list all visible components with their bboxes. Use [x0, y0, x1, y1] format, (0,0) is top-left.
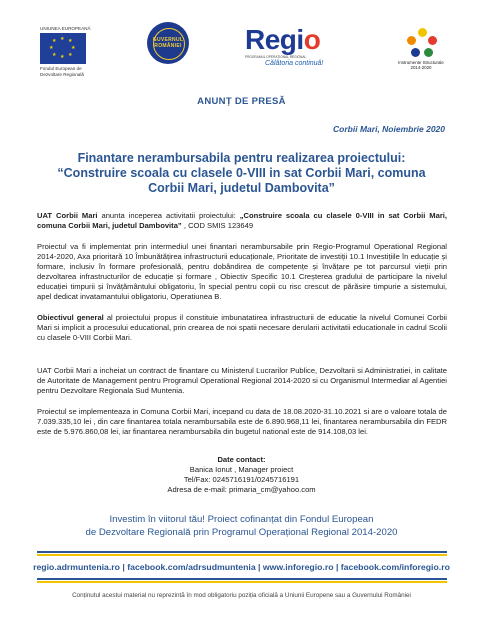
- regio-logo: [245, 26, 345, 67]
- paragraph-objective: [37, 313, 447, 343]
- regio-program-name: PROGRAMUL OPERAȚIONAL REGIONAL: [245, 55, 307, 59]
- intro-smis-code: , COD SMIS 123649: [181, 220, 254, 230]
- title-line-2: “Construire scoala cu clasele 0-VIII in sat Corbii Mari, comuna Corbii Mari, judetul Dambovita”: [57, 166, 426, 195]
- structural-caption-2: 2014-2020: [410, 65, 432, 70]
- footer-links: regio.adrmuntenia.ro | facebook.com/adrsudmuntenia | www.inforegio.ro | facebook.com/inforegio.ro: [33, 562, 450, 572]
- regio-wordmark: [245, 26, 345, 54]
- paragraph-financing: Proiectul va fi implementat prin intermediul unei finantari nerambursabile prin Regio-Programul Operational Regional 2014-2020, Axa prioritară 10 Îmbunătățirea infrastructurii educaționale, Prioritate de investiții 10.1 Investițiile în educație și formare, inclusiv în formare profesională, pentru dobândirea de competențe și învățare pe tot parcursul vieții prin dezvoltarea infrastructurilor de educație și formare , Obiectiv Specific 10.1 Creșterea gradului de participare la nivelul educației timpurii și învățământului obligatoriu, în special pentru copii cu risc crescut de părăsire timpurie a sistemului, apel dedicat invatamantului obligatoriu, Operatiunea B.: [37, 242, 447, 301]
- eu-logo-title: UNIUNEA EUROPEANĂ: [40, 26, 91, 31]
- footer-slogan: [0, 513, 483, 539]
- slogan-line-2: de Dezvoltare Regională prin Programul Operațional Regional 2014-2020: [85, 527, 398, 538]
- title-line-1: Finantare nerambursabila pentru realizarea proiectului:: [77, 151, 406, 165]
- contact-block: [0, 455, 483, 495]
- contact-phone: Tel/Fax: 0245716191/0245716191: [183, 475, 300, 484]
- footer-disclaimer: Conținutul acestui material nu reprezintă în mod obligatoriu poziția oficială a Uniunii Europene sau a Guvernului României: [72, 592, 411, 599]
- regio-tagline: Călătoria continuă!: [265, 60, 324, 67]
- structural-instruments-logo: [396, 28, 446, 70]
- objective-label: Obiectivul general: [37, 313, 104, 322]
- place-and-date: Corbii Mari, Noiembrie 2020: [333, 124, 445, 134]
- paragraph-intro: [37, 211, 447, 231]
- footer-rule-yellow-2: [37, 581, 447, 583]
- regio-wordmark-b: o: [303, 24, 321, 55]
- contact-email: Adresa de e-mail: primaria_cm@yahoo.com: [167, 485, 316, 494]
- government-seal-icon: [147, 22, 189, 64]
- regio-wordmark-a: Regi: [245, 24, 304, 55]
- objective-text: al proiectului propus il constituie imbunatatirea infrastructurii de educatie la nivelul Comunei Corbii Mari si implicit a procesului educational, prin crearea de noi spatii necesare derularii activitatii educationale in cadrul Scolii cu clasele 0-VIII Corbii Mari.: [37, 313, 447, 342]
- footer-rule-blue-2: [37, 578, 447, 580]
- eu-fund-line-2: Dezvoltare Regională: [40, 71, 84, 77]
- footer-rule-yellow: [37, 554, 447, 556]
- intro-text: anunta inceperea activitatii proiectului:: [97, 211, 240, 220]
- logo-bar: [0, 22, 483, 88]
- seal-text: GUVERNUL ROMÂNIEI: [152, 37, 184, 49]
- document-title: [50, 151, 433, 196]
- contact-person: Banica Ionut , Manager proiect: [189, 465, 294, 474]
- intro-project-name: „Construire scoala cu clasele 0-VIII in sat Corbii Mari, comuna Corbii Mari, judetul Dambovita”: [37, 211, 447, 230]
- structural-star-icon: [406, 28, 438, 60]
- paragraph-value: Proiectul se implementeaza in Comuna Corbii Mari, incepand cu data de 18.08.2020-31.10.2021 si are o valoare totala de 7.039.335,10 lei , din care finantarea totala nerambursabila este de 6.890.968,11 lei, finantarea nerambursabila din FEDR este de 5.976.860,08 lei, iar finantarea nerambursabila din bugetul national este de 914.108,03 lei.: [37, 407, 447, 436]
- contact-heading: Date contact:: [217, 455, 266, 464]
- intro-bold-subject: UAT Corbii Mari: [37, 211, 98, 220]
- eu-logo: [40, 26, 102, 77]
- paragraph-contract: UAT Corbii Mari a incheiat un contract de finantare cu Ministerul Lucrarilor Publice, Dezvoltarii si Administratiei, in calitate de Autoritate de Management pentru Programul Operational Regional 2014-2020 si cu Organismul Intermediar al Agentiei pentru Dezvoltare Regionala Sud Muntenia.: [37, 366, 447, 395]
- structural-caption-1: Instrumente Structurale: [398, 60, 444, 65]
- eu-fund-line-1: Fondul European de: [40, 66, 82, 72]
- slogan-line-1: Investim în viitorul tău! Proiect cofinanțat din Fondul European: [109, 514, 374, 525]
- footer-rule-blue: [37, 551, 447, 553]
- press-release-heading: ANUNȚ DE PRESĂ: [197, 96, 286, 107]
- eu-flag-icon: ★ ★ ★ ★ ★ ★ ★ ★: [40, 33, 86, 64]
